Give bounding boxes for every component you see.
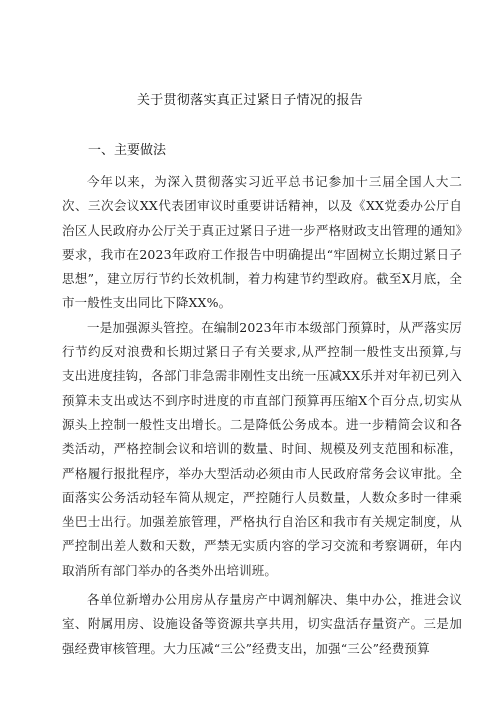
document-title: 关于贯彻落实真正过紧日子情况的报告: [136, 93, 364, 108]
section-heading: 一、主要做法: [88, 143, 167, 158]
paragraph-measures: 一是加强源头管控。在编制2023年市本级部门预算时，从严落实厉行节约反对浪费和长期过紧日子有关要求,从严控制一般性支出预算,与支出进度挂钩，各部门非急需非刚性支出统一压减XX乐并对年初已列入预算未支出或达不到序时进度的市直部门预算再压缩X个百分点,切实从源头上控制一般性支出增长。二是降低公务成本。进一步精简会议和各类活动，严格控制会议和培训的数量、时间、规模及列支范围和标准，严格履行报批程序，举办大型活动必须由市人民政府常务会议审批。全面落实公务活动轻车简从规定，严控随行人员数量，人数众多时一律乘坐巴士出行。加强差旅管理，严格执行自治区和我市有关规定制度，从严控制出差人数和天数，严禁无实质内容的学习交流和考察调研，年内取消所有部门举办的各类外出培训班。: [62, 319, 462, 578]
paragraph-intro: 今年以来，为深入贯彻落实习近平总书记参加十三届全国人大二次、三次会议XX代表团审议时重要讲话精神，以及《XX党委办公厅自治区人民政府办公厅关于真正过紧日子进一步严格财政支出管理的通知》要求，我市在2023年政府工作报告中明确提出“牢固树立长期过紧日子思想”，建立厉行节约长效机制，着力构建节约型政府。截至X月底，全市一般性支出同比下降XX%。: [62, 174, 462, 311]
document-body: [62, 170, 462, 661]
paragraph-assets: 各单位新增办公用房从存量房产中调剂解决、集中办公，推进会议室、附属用房、设施设备等资源共享共用，切实盘活存量资产。三是加强经费审核管理。大力压减“三公”经费支出，加强“三公”经费预算: [62, 592, 462, 656]
